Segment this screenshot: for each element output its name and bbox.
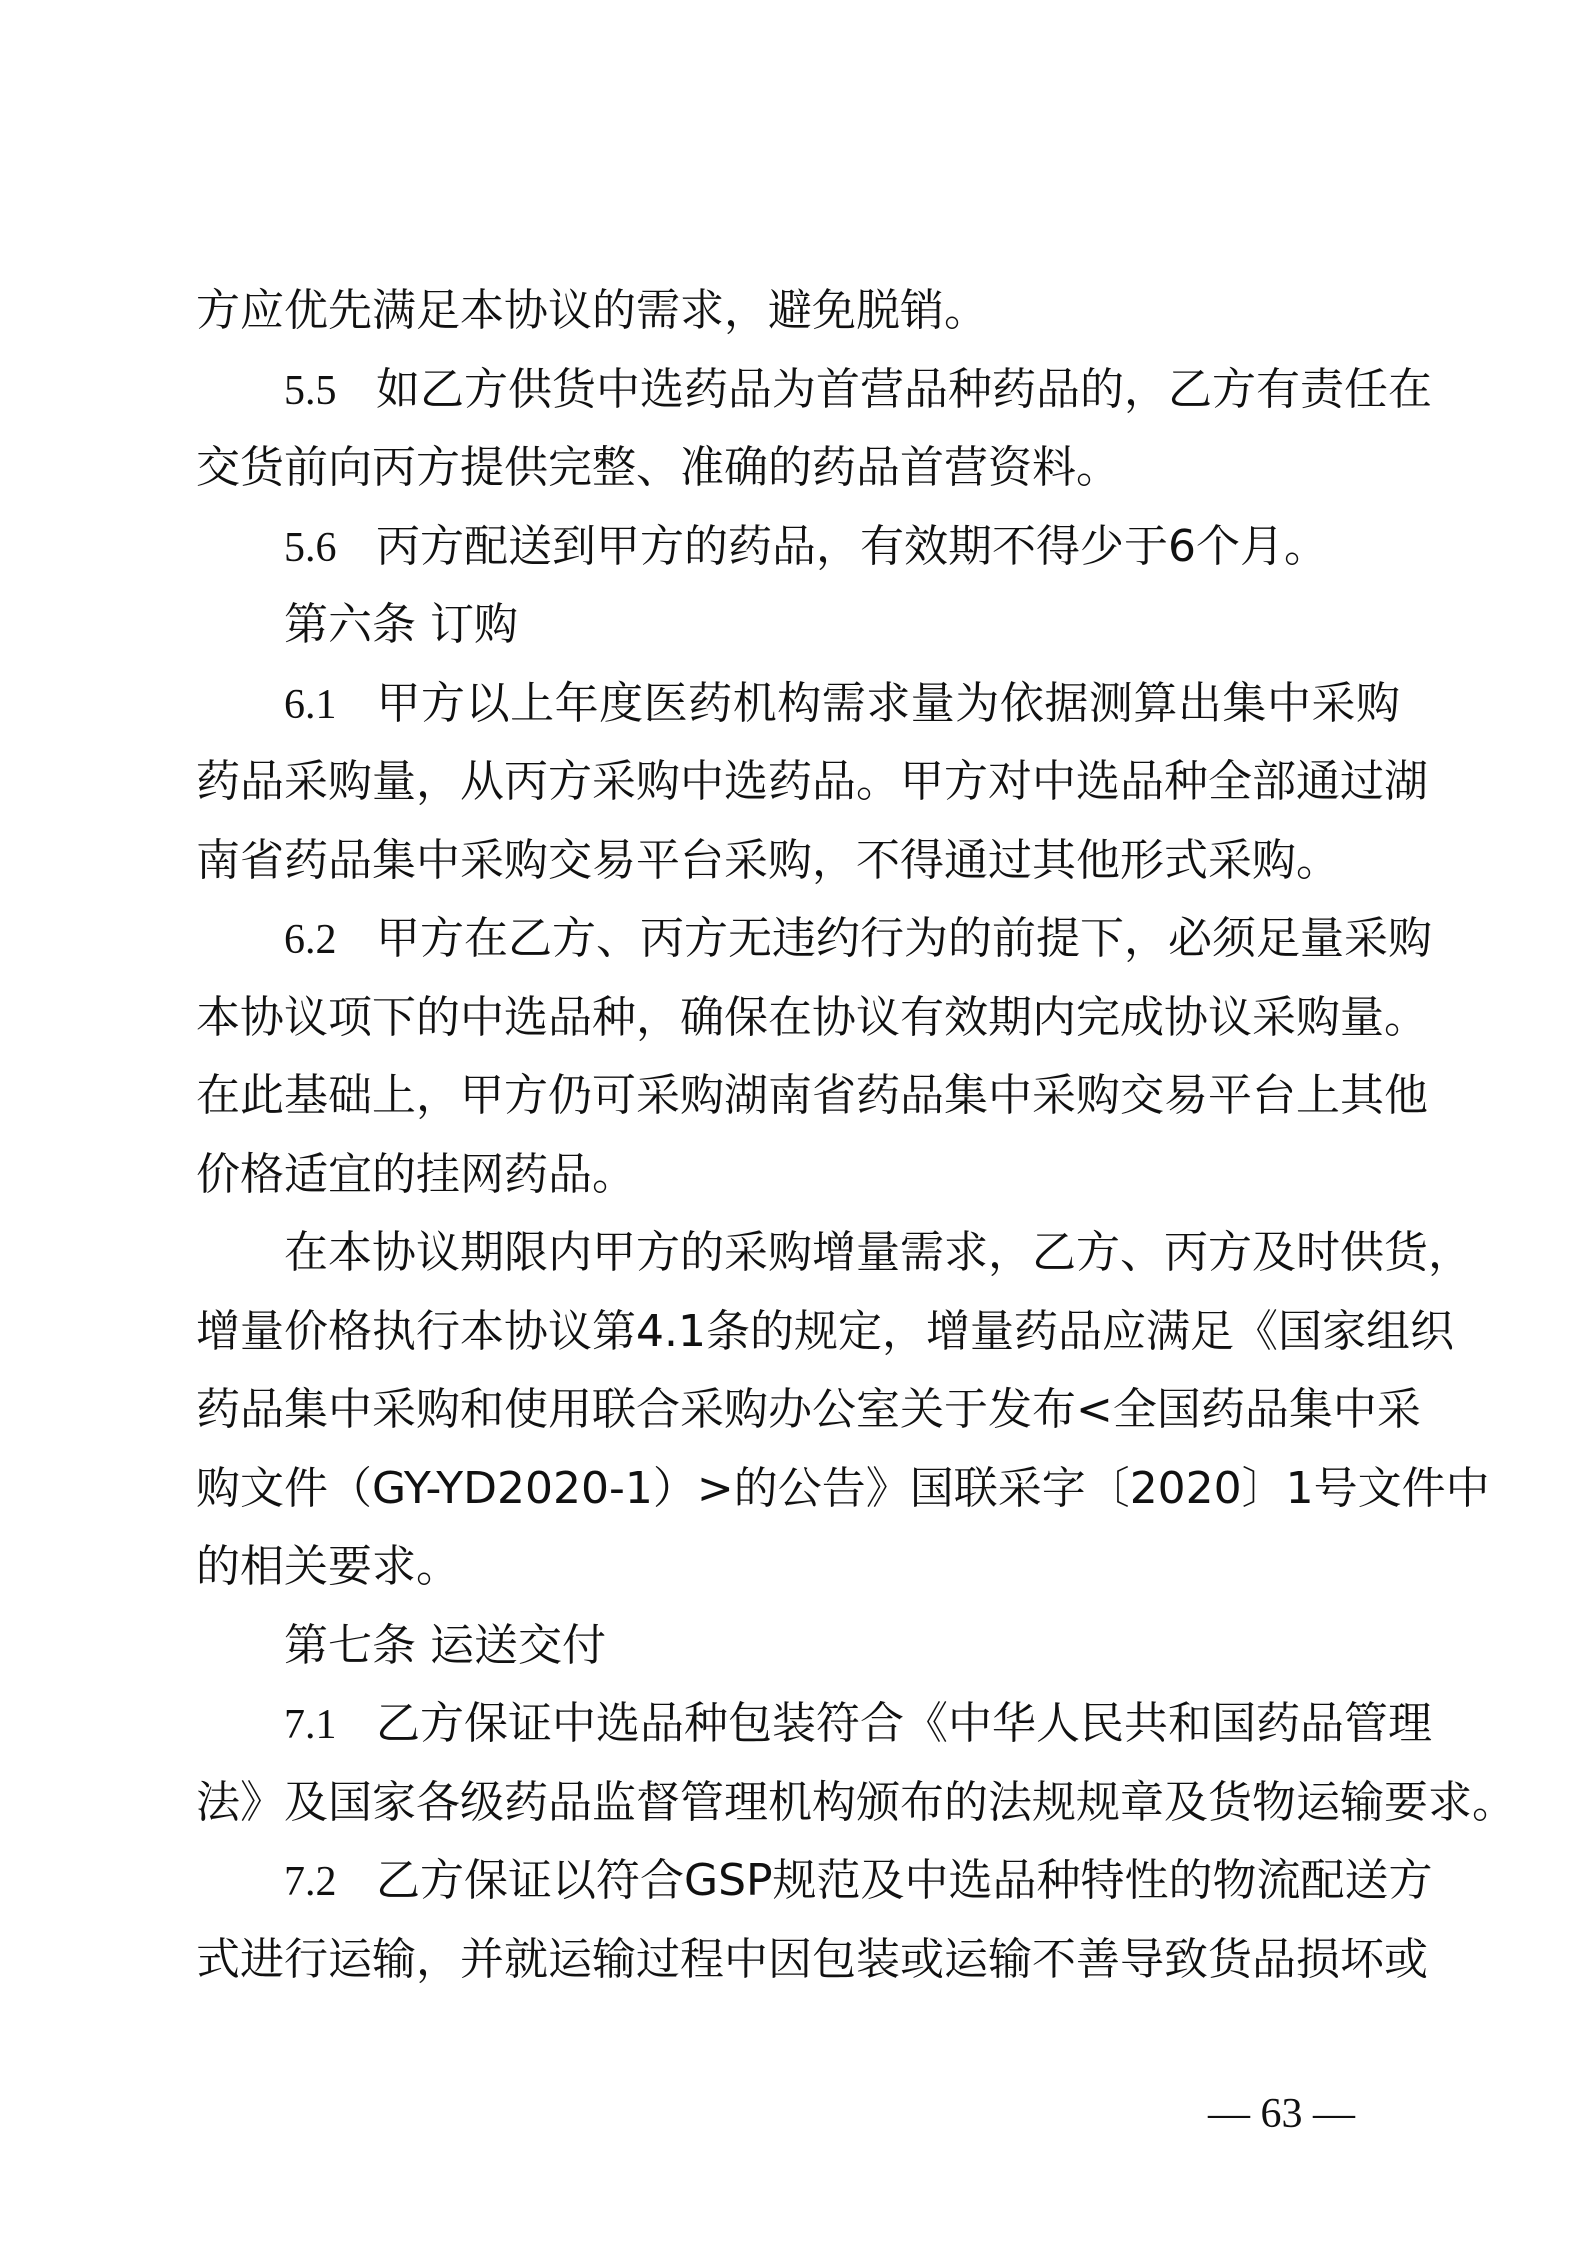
text-line xyxy=(196,1921,1428,2000)
text-line xyxy=(196,272,1400,351)
line-text: 交货前向丙方提供完整、准确的药品首营资料。 xyxy=(196,442,1120,493)
line-text: 第六条 订购 xyxy=(284,599,518,650)
text-line xyxy=(196,900,1432,979)
page-number: — 63 — xyxy=(1208,2091,1355,2137)
line-text: 乙方保证以符合GSP规范及中选品种特性的物流配送方 xyxy=(376,1855,1433,1906)
line-text: 乙方保证中选品种包装符合《中华人民共和国药品管理 xyxy=(376,1698,1432,1749)
text-line xyxy=(196,1764,1516,1843)
line-text: 购文件（GY-YD2020-1）>的公告》国联采字〔2020〕1号文件中 xyxy=(196,1462,1490,1514)
line-text: 方应优先满足本协议的需求，避免脱销。 xyxy=(196,285,988,336)
line-text: 药品采购量，从丙方采购中选药品。甲方对中选品种全部通过湖 xyxy=(196,756,1428,807)
line-text: 在此基础上，甲方仍可采购湖南省药品集中采购交易平台上其他 xyxy=(196,1070,1428,1121)
text-line xyxy=(196,1057,1428,1136)
clause-number: 7.2 xyxy=(284,1859,337,1905)
line-text: 本协议项下的中选品种，确保在协议有效期内完成协议采购量。 xyxy=(196,991,1428,1043)
text-line xyxy=(196,822,1400,901)
clause-number: 6.1 xyxy=(284,681,337,728)
line-text: 药品集中采购和使用联合采购办公室关于发布<全国药品集中采 xyxy=(196,1384,1421,1435)
line-text: 价格适宜的挂网药品。 xyxy=(196,1148,636,1200)
line-text: 第七条 运送交付 xyxy=(284,1619,606,1671)
clause-number: 5.5 xyxy=(284,367,337,414)
line-text: 南省药品集中采购交易平台采购，不得通过其他形式采购。 xyxy=(196,834,1340,886)
text-line xyxy=(196,1528,1400,1607)
text-line xyxy=(196,979,1428,1058)
text-line xyxy=(196,508,1400,587)
document-body xyxy=(196,272,1516,1999)
text-line xyxy=(196,1685,1432,1764)
line-text: 增量价格执行本协议第4.1条的规定，增量药品应满足《国家组织 xyxy=(196,1305,1454,1357)
text-line xyxy=(196,1371,1421,1450)
text-line xyxy=(196,743,1428,822)
line-text: 丙方配送到甲方的药品，有效期不得少于6个月。 xyxy=(376,520,1328,572)
clause-number: 7.1 xyxy=(284,1702,337,1748)
line-text: 式进行运输，并就运输过程中因包装或运输不善导致货品损坏或 xyxy=(196,1933,1428,1985)
line-text: 甲方在乙方、丙方无违约行为的前提下，必须足量采购 xyxy=(376,913,1432,964)
line-text: 甲方以上年度医药机构需求量为依据测算出集中采购 xyxy=(376,677,1400,729)
text-line xyxy=(196,1293,1454,1372)
line-text: 在本协议期限内甲方的采购增量需求，乙方、丙方及时供货， xyxy=(284,1227,1472,1278)
text-line xyxy=(196,1450,1490,1529)
text-line xyxy=(196,665,1400,744)
text-line xyxy=(196,351,1432,430)
text-line xyxy=(196,586,1400,665)
text-line xyxy=(196,1842,1433,1921)
text-line xyxy=(196,1214,1472,1293)
line-text: 法》及国家各级药品监督管理机构颁布的法规规章及货物运输要求。 xyxy=(196,1776,1516,1828)
text-line xyxy=(196,1136,1400,1215)
clause-number: 5.6 xyxy=(284,524,337,571)
line-text: 的相关要求。 xyxy=(196,1541,460,1592)
text-line xyxy=(196,1607,1400,1686)
text-line xyxy=(196,429,1400,508)
line-text: 如乙方供货中选药品为首营品种药品的，乙方有责任在 xyxy=(376,363,1432,415)
clause-number: 6.2 xyxy=(284,917,337,963)
